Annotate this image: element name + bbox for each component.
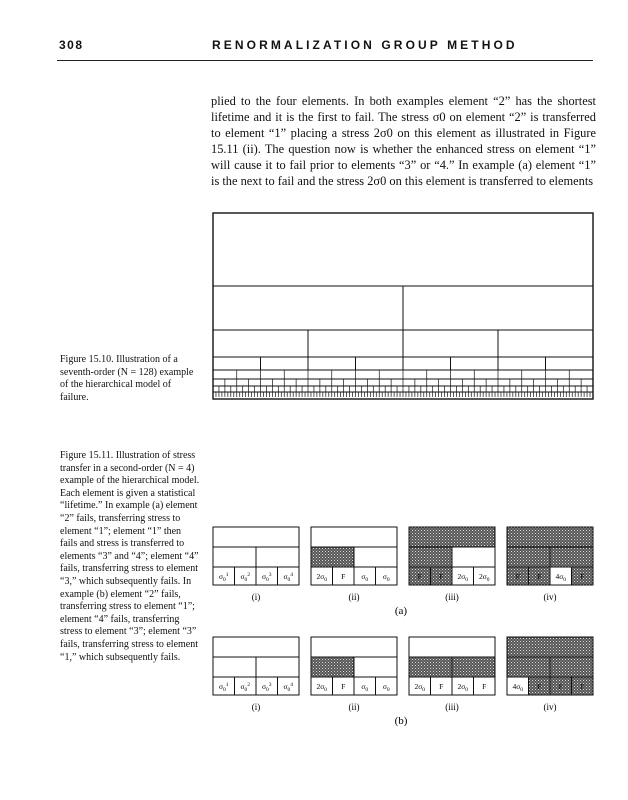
figure-15-10-caption: Figure 15.10. Illustration of a seventh-order (N = 128) example of the hierarchical model of failure. <box>60 354 194 403</box>
panel-mid-cell <box>354 547 397 567</box>
stress-panel <box>311 527 397 602</box>
page-number: 308 <box>59 38 84 52</box>
stress-panel <box>213 637 299 712</box>
cell-label: $\sigma_0$ <box>361 572 369 583</box>
figure-15-11-caption: Figure 15.11. Illustration of stress transfer in a second-order (N = 4) example of the hierarchical model. Each element is given a statistical “lifetime.” In example (a) element “2” fails, transferring stress to element “1”; element “1” then fails and stress is transferred to elements “3” and “4”; element “4” fails, transferring stress to element “3,” which subsequently fails. In example (b) element “2” fails, transferring stress to element “1”; element “4” fails, transferring stress to element “3”; element “3” fails, transferring stress to element “1,” which subsequently fails. <box>60 450 200 663</box>
figure-15-11-stress-transfer <box>205 515 600 730</box>
cell-label: $2\sigma_0$ <box>316 682 328 693</box>
panel-top-cell <box>409 527 495 547</box>
cell-label: $\sigma_0^2$ <box>240 682 251 693</box>
panel-label: (iii) <box>445 592 459 602</box>
cell-label: $2\sigma_0$ <box>457 572 469 583</box>
cell-label: $\sigma_0^3$ <box>261 572 272 583</box>
stress-panel <box>311 637 397 712</box>
cell-label: $\sigma_0^2$ <box>240 572 251 583</box>
panel-label: (i) <box>251 702 261 712</box>
example-label: (b) <box>394 715 408 727</box>
cell-label: $\sigma_0^1$ <box>218 682 229 693</box>
panel-mid-cell <box>409 547 452 567</box>
stress-panel <box>213 527 299 602</box>
cell-label: F <box>580 572 585 581</box>
stress-panel <box>409 637 495 712</box>
panel-mid-cell <box>256 547 299 567</box>
panel-top-cell <box>311 637 397 657</box>
cell-label: F <box>439 572 444 581</box>
cell-label: F <box>537 572 542 581</box>
panel-label: (iii) <box>445 702 459 712</box>
cell-label: $\sigma_0^1$ <box>218 572 229 583</box>
panel-mid-cell <box>256 657 299 677</box>
cell-label: $4\sigma_0$ <box>512 682 524 693</box>
panel-label: (ii) <box>348 702 360 712</box>
panel-label: (ii) <box>348 592 360 602</box>
stress-panel <box>409 527 495 602</box>
running-title: RENORMALIZATION GROUP METHOD <box>212 38 518 52</box>
panel-mid-cell <box>507 547 550 567</box>
cell-label: $4\sigma_0$ <box>555 572 567 583</box>
panel-mid-cell <box>550 547 593 567</box>
panel-mid-cell <box>409 657 452 677</box>
cell-label: F <box>341 682 346 691</box>
cell-label: F <box>558 682 563 691</box>
panel-top-cell <box>507 527 593 547</box>
panel-label: (i) <box>251 592 261 602</box>
cell-label: F <box>515 572 520 581</box>
cell-label: $\sigma_0$ <box>361 682 369 693</box>
panel-label: (iv) <box>543 592 557 602</box>
cell-label: $2\sigma_0$ <box>316 572 328 583</box>
panel-mid-cell <box>550 657 593 677</box>
cell-label: F <box>537 682 542 691</box>
cell-label: F <box>341 572 346 581</box>
panel-top-cell <box>409 637 495 657</box>
cell-label: F <box>417 572 422 581</box>
header-rule <box>57 60 593 61</box>
cell-label: F <box>482 682 487 691</box>
panel-mid-cell <box>354 657 397 677</box>
panel-label: (iv) <box>543 702 557 712</box>
cell-label: $\sigma_0^3$ <box>261 682 272 693</box>
panel-mid-cell <box>452 547 495 567</box>
stress-panel <box>507 527 593 602</box>
cell-label: $2\sigma_0$ <box>457 682 469 693</box>
stress-panel <box>507 637 593 712</box>
panel-mid-cell <box>213 657 256 677</box>
panel-mid-cell <box>452 657 495 677</box>
cell-label: $\sigma_0^4$ <box>283 682 294 693</box>
panel-top-cell <box>213 637 299 657</box>
cell-label: $2\sigma_0$ <box>414 682 426 693</box>
cell-label: $\sigma_0^4$ <box>283 572 294 583</box>
panel-mid-cell <box>507 657 550 677</box>
cell-label: $2\sigma_0$ <box>478 572 490 583</box>
panel-mid-cell <box>213 547 256 567</box>
body-paragraph: plied to the four elements. In both examples element “2” has the shortest lifetime and it is the first to fail. The stress σ0 on element “2” is transferred to element “1” placing a stress 2σ0 on this element as illustrated in Figure 15.11 (ii). The question now is whether the enhanced stress on element “1” will cause it to fail prior to elements “3” or “4.” In example (a) element “1” is the next to fail and the stress 2σ0 on this element is transferred to elements <box>211 94 596 188</box>
cell-label: F <box>580 682 585 691</box>
cell-label: $\sigma_0$ <box>382 682 390 693</box>
cell-label: F <box>439 682 444 691</box>
panel-top-cell <box>311 527 397 547</box>
cell-label: $\sigma_0$ <box>382 572 390 583</box>
panel-top-cell <box>507 637 593 657</box>
panel-top-cell <box>213 527 299 547</box>
panel-mid-cell <box>311 657 354 677</box>
panel-mid-cell <box>311 547 354 567</box>
figure-15-10-tree <box>210 210 596 402</box>
example-label: (a) <box>394 605 408 617</box>
body-text <box>211 93 596 189</box>
